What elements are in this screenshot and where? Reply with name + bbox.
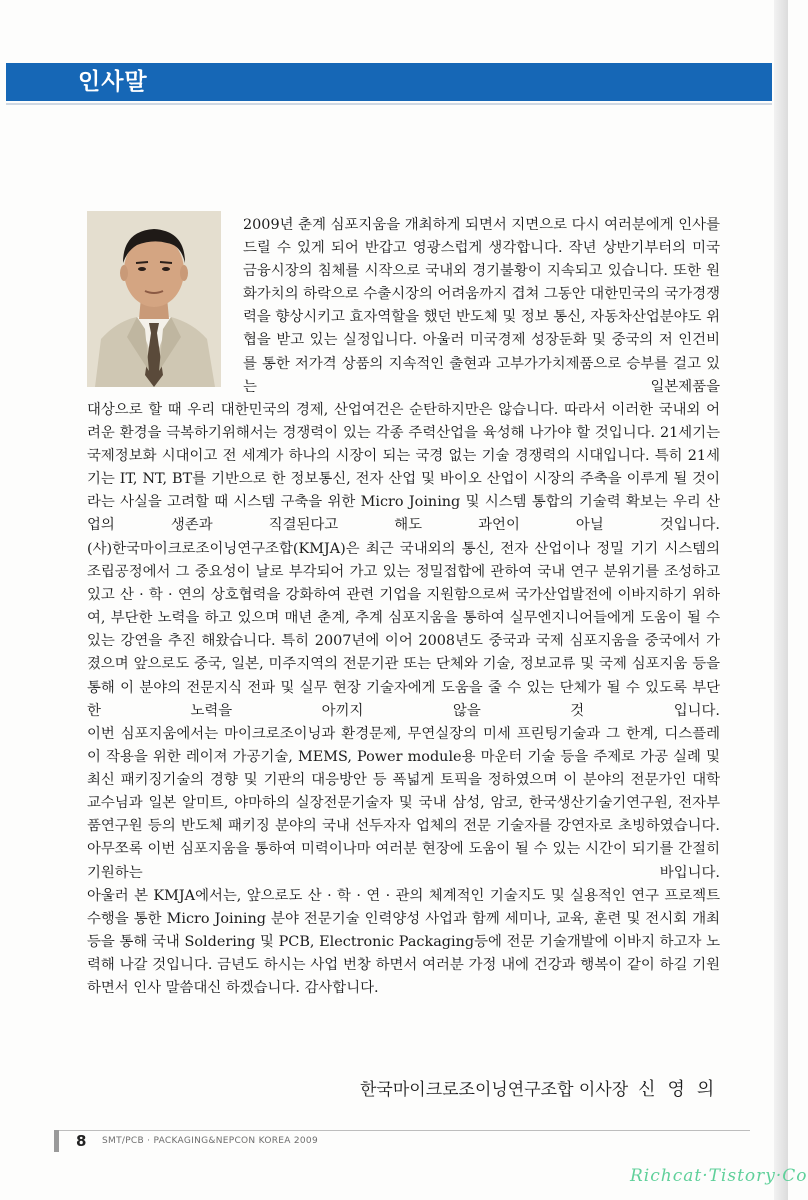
header-underline xyxy=(6,103,772,105)
paragraph-intro: 2009년 춘계 심포지움을 개최하게 되면서 지면으로 다시 여러분에게 인사를 드릴 수 있게 되어 반갑고 영광스럽게 생각합니다. 작년 상반기부터의 미국 금융시장의 침체를 시작으로 국내외 경기불황이 지속되고 있습니다. 또한 원화가치의 하락으로 수출시장의 어려움까지 겹쳐 그동안 대한민국의 국가경쟁력을 향상시키고 효자역할을 했던 반도체 및 정보 통신, 자동차산업분야도 위협을 받고 있는 실정입니다. 아울러 미국경제 성장둔화 및 중국의 저 인건비를 통한 저가격 상품의 지속적인 출현과 고부가가치제품으로 승부를 걸고 있는 일본제품을 xyxy=(243,217,720,395)
portrait-photo xyxy=(87,211,221,387)
page-number: 8 xyxy=(76,1132,87,1150)
signature-name: 신영의 xyxy=(638,1079,727,1100)
footer-rule xyxy=(54,1130,750,1131)
header-bar xyxy=(6,63,772,101)
signature-org: 한국마이크로조이닝연구조합 이사장 xyxy=(360,1080,629,1100)
page-edge-shadow xyxy=(774,0,788,1200)
page-title: 인사말 xyxy=(78,69,148,95)
paragraph-economy: 대상으로 할 때 우리 대한민국의 경제, 산업여건은 순탄하지만은 않습니다. 따라서 이러한 국내외 어려운 환경을 극복하기위해서는 경쟁력이 있는 각종 주력산업을 육성해 나가야 할 것입니다. 21세기는 국제정보화 시대이고 전 세계가 하나의 시장이 되는 국경 없는 기술 경쟁력의 시대입니다. 특히 21세기는 IT, NT, BT를 기반으로 한 정보통신, 전자 산업 및 바이오 산업이 시장의 주축을 이루게 될 것이라는 사실을 고려할 때 시스템 구축을 위한 Micro Joining 및 시스템 통합의 기술력 확보는 우리 산업의 생존과 직결된다고 해도 과언이 아닐 것입니다. xyxy=(87,402,720,534)
portrait-icon xyxy=(87,211,221,387)
paragraph-closing: 아울러 본 KMJA에서는, 앞으로도 산 · 학 · 연 · 관의 체계적인 기술지도 및 실용적인 연구 프로젝트 수행을 통한 Micro Joining 분야 전문기술 인력양성 사업과 함께 세미나, 교육, 훈련 및 전시회 개최 등을 통해 국내 Soldering 및 PCB, Electronic Packaging등에 전문 기술개발에 이바지 하고자 노력해 나갈 것입니다. 금년도 하시는 사업 번창 하면서 여러분 가정 내에 건강과 행복이 같이 하길 기원하면서 인사 말씀대신 하겠습니다. 감사합니다. xyxy=(87,888,720,997)
signature xyxy=(360,1075,726,1101)
paragraph-kmja: (사)한국마이크로조이닝연구조합(KMJA)은 최근 국내외의 통신, 전자 산업이나 정밀 기기 시스템의 조립공정에서 그 중요성이 날로 부각되어 가고 있는 정밀접합에 관하여 국내 연구 분위기를 조성하고 있고 산 · 학 · 연의 상호협력을 강화하여 관련 기업을 지원함으로써 국가산업발전에 이바지하기 위하여, 부단한 노력을 하고 있으며 매년 춘계, 추계 심포지움을 통하여 실무엔지니어들에게 도움이 될 수 있는 강연을 추진 해왔습니다. 특히 2007년에 이어 2008년도 중국과 국제 심포지움을 중국에서 가졌으며 앞으로도 중국, 일본, 미주지역의 전문기관 또는 단체와 기술, 정보교류 및 국제 심포지움 등을 통해 이 분야의 전문지식 전파 및 실무 현장 기술자에게 도움을 줄 수 있는 단체가 될 수 있도록 부단한 노력을 아끼지 않을 것 입니다. xyxy=(87,541,720,719)
watermark: Richcat·Tistory·Co xyxy=(630,1166,808,1186)
paragraph-symposium: 이번 심포지움에서는 마이크로조이닝과 환경문제, 무연실장의 미세 프린팅기술과 그 한계, 디스플레이 작용을 위한 레이져 가공기술, MEMS, Power module용 마운터 기술 등을 주제로 가공 실례 및 최신 패키징기술의 경향 및 기판의 대응방안 등 폭넓게 토픽을 정하였으며 이 분야의 전문가인 대학 교수님과 일본 알미트, 야마하의 실장전문기술자 및 국내 삼성, 암코, 한국생산기술기연구원, 전자부품연구원 등의 반도체 패키징 분야의 국내 선두자자 업체의 전문 기술자를 강연자로 초빙하였습니다. 아무쪼록 이번 심포지움을 통하여 미력이나마 여러분 현장에 도움이 될 수 있는 시간이 되기를 간절히 기원하는 바입니다. xyxy=(87,726,720,881)
footer-marker xyxy=(54,1130,59,1152)
running-title: SMT/PCB · PACKAGING&NEPCON KOREA 2009 xyxy=(102,1136,318,1146)
